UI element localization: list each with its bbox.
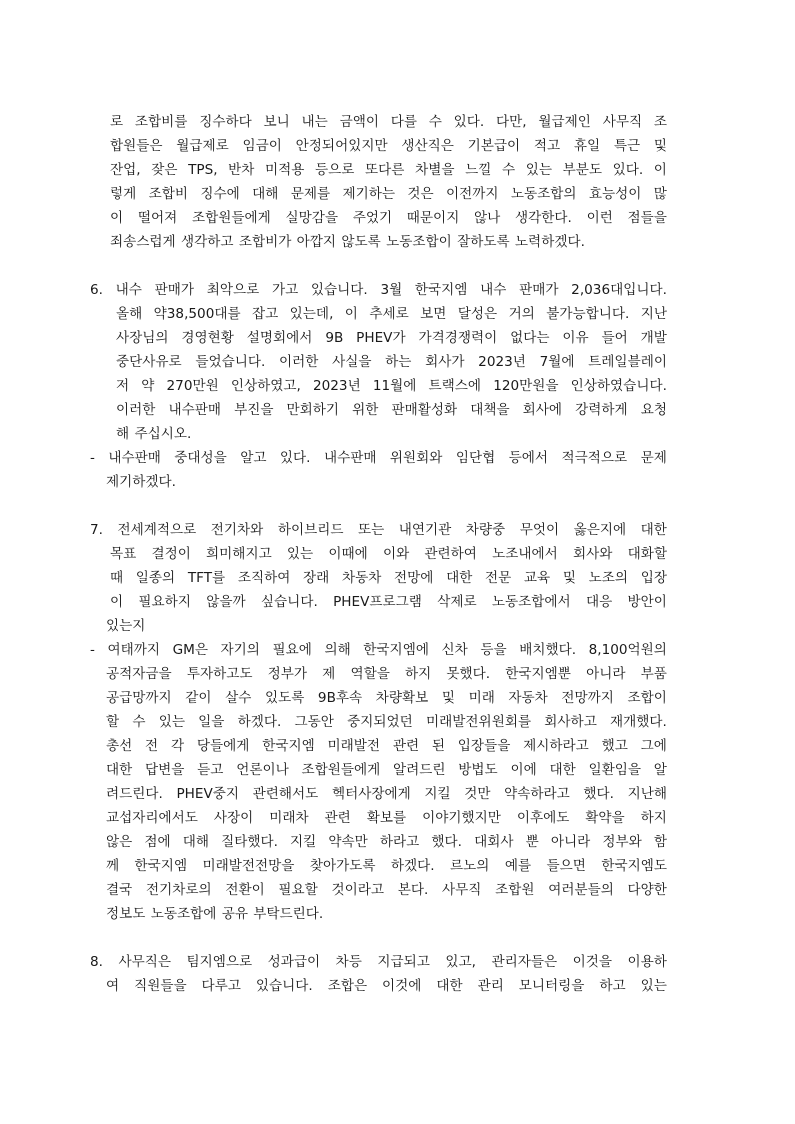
- text-line: 목표 결정이 희미해지고 있는 이때에 이와 관련하여 노조내에서 회사와 대화할: [110, 546, 667, 562]
- text-line: 이 필요하지 않을까 싶습니다. PHEV프로그램 삭제로 노동조합에서 대응 방안이: [110, 594, 667, 610]
- text-line: 제기하겠다.: [106, 474, 176, 490]
- text-line: 대한 답변을 듣고 언론이나 조합원들에게 알려드린 방법도 이에 대한 일환임을 알: [106, 762, 667, 778]
- text-line: 결국 전기차로의 전환이 필요할 것이라고 본다. 사무직 조합원 여러분들의 다양한: [106, 882, 667, 898]
- question-item-8: 8. 사무직은 팀지엠으로 성과급이 차등 지급되고 있고, 관리자들은 이것을 이용하: [90, 954, 667, 970]
- text-line: 합원들은 월급제로 임금이 안정되어있지만 생산직은 기본급이 적고 휴일 특근 및: [110, 138, 667, 154]
- text-line: 공적자금을 투자하고도 정부가 제 역할을 하지 못했다. 한국지엠뿐 아니라 부품: [106, 666, 667, 682]
- question-item-7: 7. 전세계적으로 전기차와 하이브리드 또는 내연기관 차량중 무엇이 옳은지에 대한: [90, 522, 667, 538]
- text-line: 저 약 270만원 인상하였고, 2023년 11월에 트랙스에 120만원을 인상하였습니다.: [116, 378, 667, 394]
- text-line: 교섭자리에서도 사장이 미래차 관련 확보를 이야기했지만 이후에도 확약을 하지: [106, 810, 667, 826]
- question-item-6: 6. 내수 판매가 최악으로 가고 있습니다. 3월 한국지엠 내수 판매가 2,036대입니다.: [90, 282, 667, 298]
- text-line: 올해 약38,500대를 잡고 있는데, 이 추세로 보면 달성은 거의 불가능합니다. 지난: [116, 306, 667, 322]
- text-line: 중단사유로 들었습니다. 이러한 사실을 하는 회사가 2023년 7월에 트레일블레이: [116, 354, 667, 370]
- text-line: 이러한 내수판매 부진을 만회하기 위한 판매활성화 대책을 회사에 강력하게 요청: [116, 402, 667, 418]
- text-line: 있는지: [106, 618, 146, 634]
- text-line: 정보도 노동조합에 공유 부탁드린다.: [106, 906, 324, 922]
- text-line: 총선 전 각 당들에게 한국지엠 미래발전 관련 된 입장들을 제시하라고 했고 그에: [106, 738, 667, 754]
- text-line: 않은 점에 대해 질타했다. 지킬 약속만 하라고 했다. 대회사 뿐 아니라 정부와 함: [106, 834, 667, 850]
- text-line: 할 수 있는 일을 하겠다. 그동안 중지되었던 미래발전위원회를 회사하고 재개했다.: [106, 714, 667, 730]
- text-line: 공급망까지 같이 살수 있도록 9B후속 차량확보 및 미래 자동차 전망까지 조합이: [106, 690, 667, 706]
- answer-item-6: - 내수판매 중대성을 알고 있다. 내수판매 위원회와 임단협 등에서 적극적으로 문제: [90, 450, 667, 466]
- text-line: 죄송스럽게 생각하고 조합비가 아깝지 않도록 노동조합이 잘하도록 노력하겠다.: [110, 234, 585, 250]
- text-line: 잔업, 잦은 TPS, 반차 미적용 등으로 또다른 차별을 느낄 수 있는 부분도 있다. 이: [110, 162, 667, 178]
- text-line: 이 떨어져 조합원들에게 실망감을 주었기 때문이지 않나 생각한다. 이런 점들을: [110, 210, 667, 226]
- text-line: 여 직원들을 다루고 있습니다. 조합은 이것에 대한 관리 모니터링을 하고 있는: [106, 978, 667, 994]
- text-line: 사장님의 경영현황 설명회에서 9B PHEV가 가격경쟁력이 없다는 이유 들어 개발: [116, 330, 667, 346]
- text-line: 께 한국지엠 미래발전전망을 찾아가도록 하겠다. 르노의 예를 들으면 한국지엠도: [106, 858, 667, 874]
- text-line: 때 일종의 TFT를 조직하여 장래 차동차 전망에 대한 전문 교육 및 노조의 입장: [110, 570, 667, 586]
- text-line: 렇게 조합비 징수에 대해 문제를 제기하는 것은 이전까지 노동조합의 효능성이 많: [110, 186, 667, 202]
- text-line: 로 조합비를 징수하다 보니 내는 금액이 다를 수 있다. 다만, 월급제인 사무직 조: [110, 114, 667, 130]
- answer-item-7: - 여태까지 GM은 자기의 필요에 의해 한국지엠에 신차 등을 배치했다. 8,100억원의: [90, 642, 667, 658]
- text-line: 해 주십시오.: [116, 426, 192, 442]
- text-line: 려드린다. PHEV중지 관련해서도 헥터사장에게 지킬 것만 약속하라고 했다. 지난해: [106, 786, 667, 802]
